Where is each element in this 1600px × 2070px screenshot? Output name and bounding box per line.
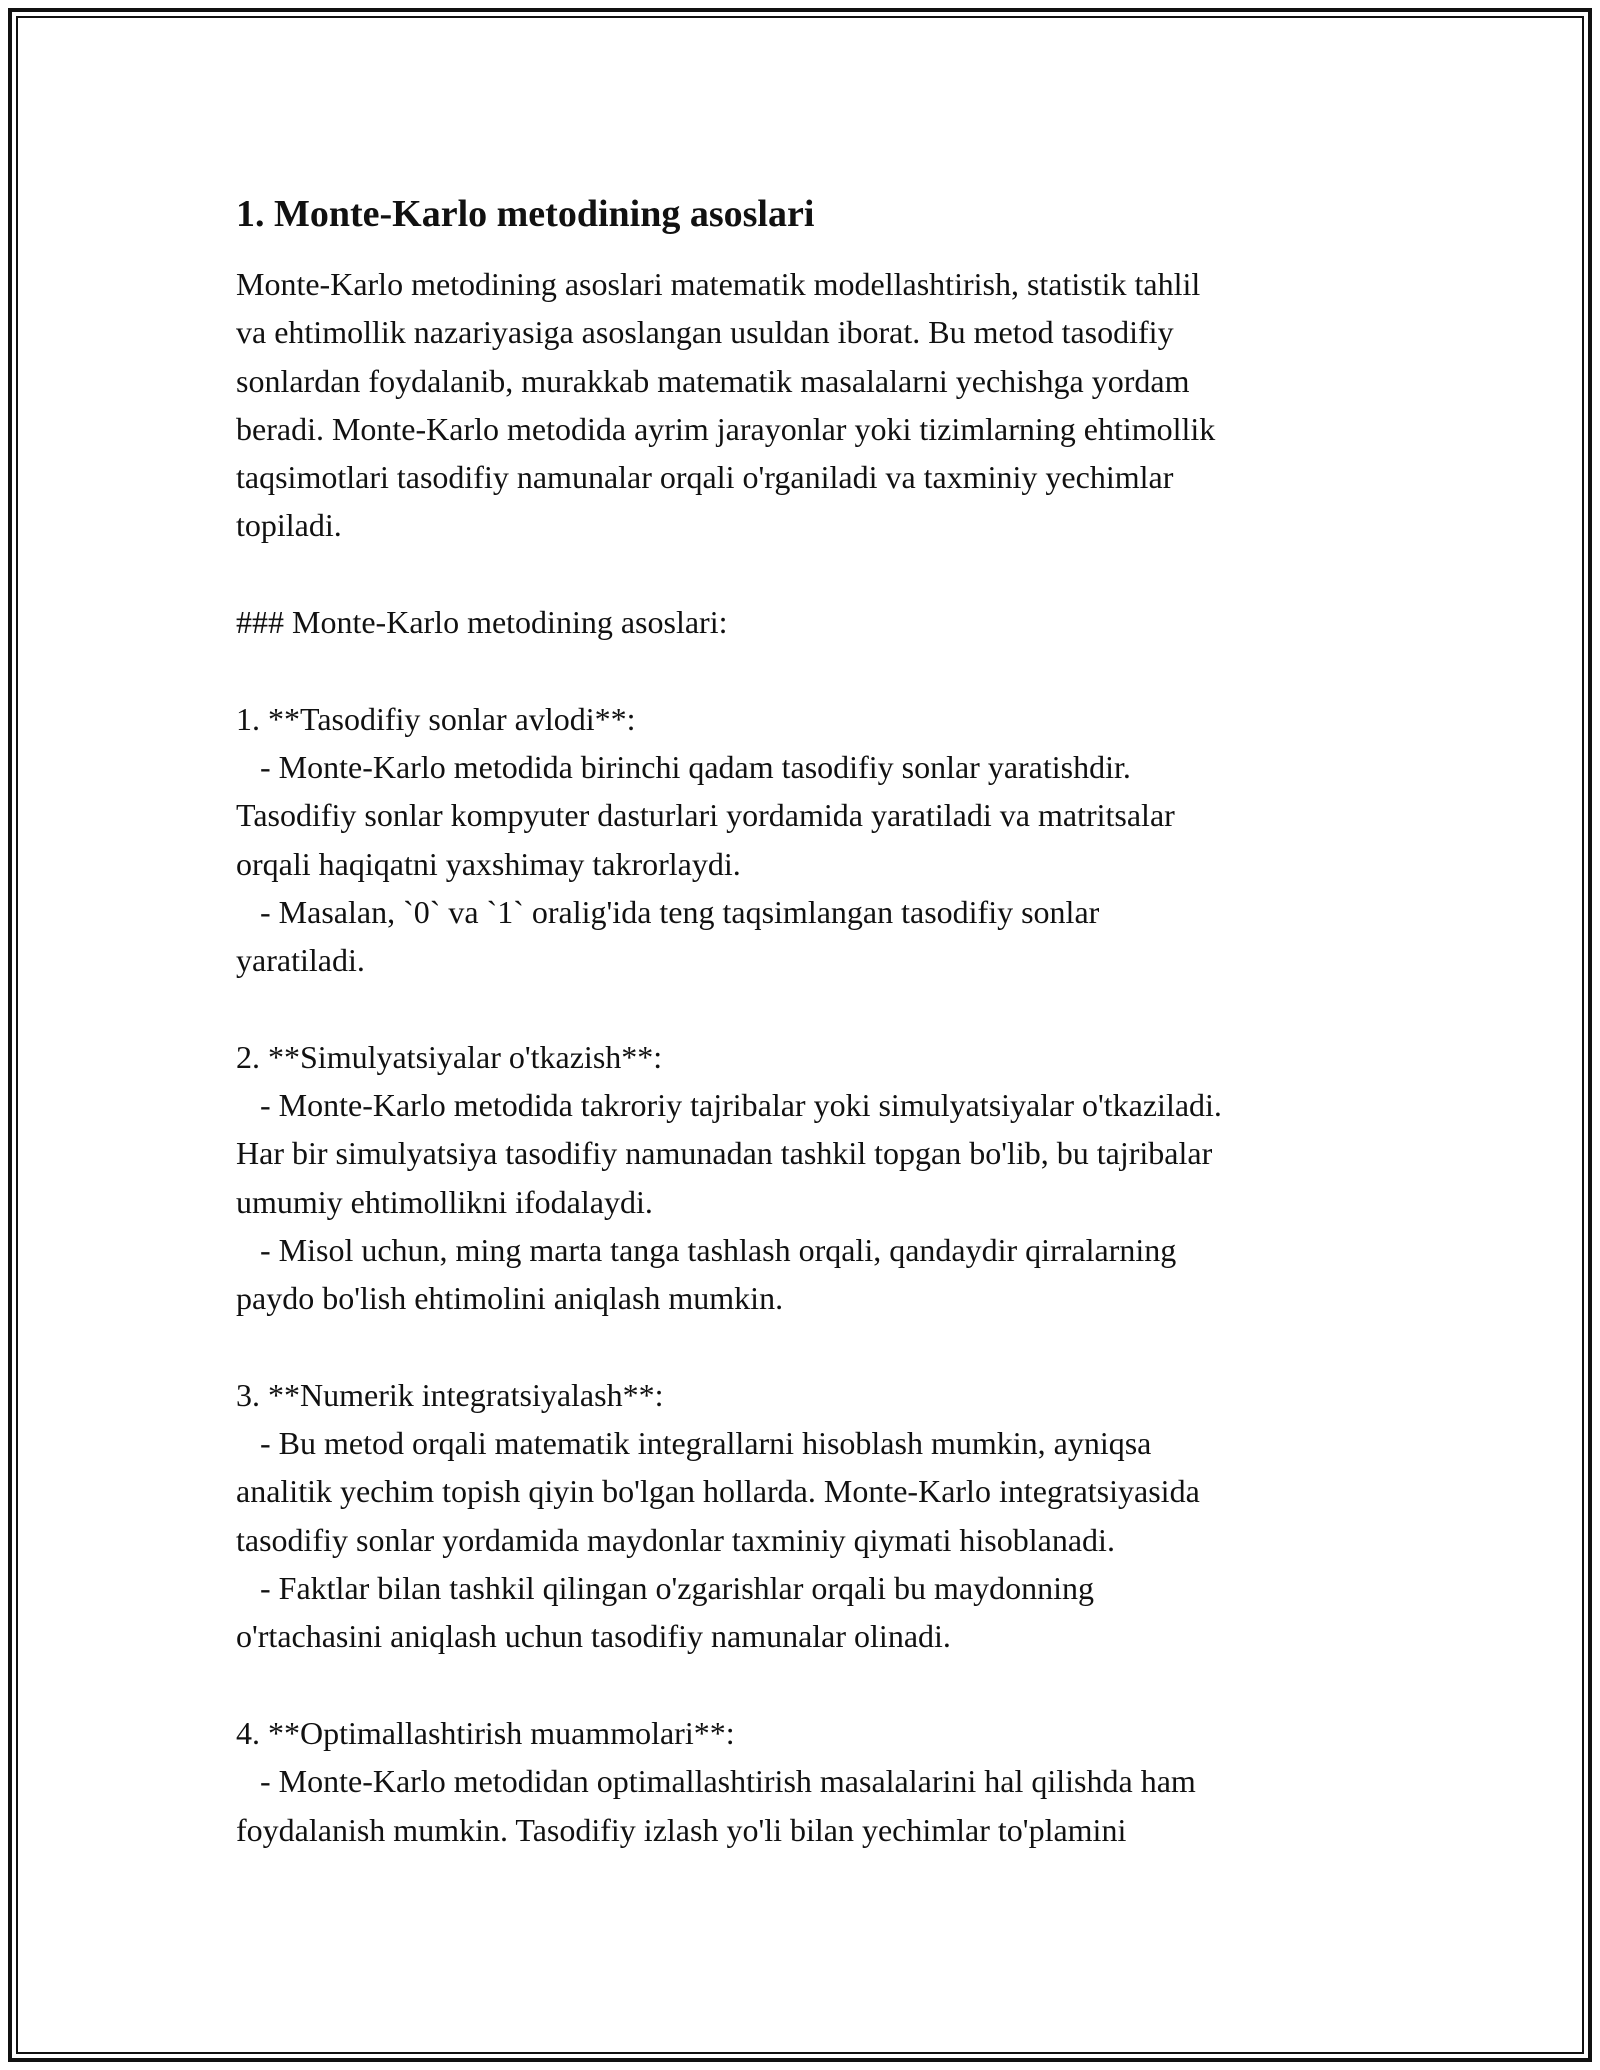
section-random-numbers (236, 695, 1386, 985)
text-line: Tasodifiy sonlar kompyuter dasturlari yordamida yaratiladi va matritsalar (236, 797, 1175, 834)
text-line: taqsimotlari tasodifiy namunalar orqali o'rganiladi va taxminiy yechimlar (236, 459, 1174, 496)
document-body (236, 180, 1386, 1854)
section-numerical-integration (236, 1371, 1386, 1661)
intro-paragraph (236, 260, 1386, 550)
text-line: - Monte-Karlo metodida takroriy tajribalar yoki simulyatsiyalar o'tkaziladi. (236, 1087, 1222, 1124)
text-line: yaratiladi. (236, 942, 365, 979)
subheading: ### Monte-Karlo metodining asoslari: (236, 604, 728, 641)
text-line: - Monte-Karlo metodidan optimallashtirish masalalarini hal qilishda ham (236, 1763, 1196, 1800)
text-line: - Bu metod orqali matematik integrallarni hisoblash mumkin, ayniqsa (236, 1425, 1152, 1462)
blank-line (236, 646, 1386, 694)
text-line: paydo bo'lish ehtimolini aniqlash mumkin. (236, 1280, 784, 1317)
text-line: tasodifiy sonlar yordamida maydonlar taxminiy qiymati hisoblanadi. (236, 1521, 1115, 1558)
text-line: - Faktlar bilan tashkil qilingan o'zgarishlar orqali bu maydonning (236, 1570, 1095, 1607)
section-title: 3. **Numerik integratsiyalash**: (236, 1376, 664, 1413)
text-line: Monte-Karlo metodining asoslari matematik modellashtirish, statistik tahlil (236, 266, 1201, 302)
text-line: topiladi. (236, 507, 342, 544)
document-heading: 1. Monte-Karlo metodining asoslari (236, 193, 815, 235)
section-optimization (236, 1709, 1386, 1854)
text-line: o'rtachasini aniqlash uchun tasodifiy namunalar olinadi. (236, 1618, 951, 1655)
text-line: - Misol uchun, ming marta tanga tashlash orqali, qandaydir qirralarning (236, 1231, 1177, 1268)
text-line: analitik yechim topish qiyin bo'lgan hollarda. Monte-Karlo integratsiyasida (236, 1473, 1200, 1510)
text-line: - Monte-Karlo metodida birinchi qadam tasodifiy sonlar yaratishdir. (236, 748, 1131, 785)
blank-line (236, 550, 1386, 598)
blank-line (236, 1323, 1386, 1371)
blank-line (236, 1661, 1386, 1709)
text-line: umumiy ehtimollikni ifodalaydi. (236, 1183, 653, 1220)
text-line: sonlardan foydalanib, murakkab matematik masalalarni yechishga yordam (236, 362, 1190, 399)
text-line: va ehtimollik nazariyasiga asoslangan usuldan iborat. Bu metod tasodifiy (236, 314, 1174, 351)
blank-line (236, 984, 1386, 1032)
section-simulations (236, 1033, 1386, 1323)
text-line: Har bir simulyatsiya tasodifiy namunadan tashkil topgan bo'lib, bu tajribalar (236, 1135, 1213, 1172)
text-line: foydalanish mumkin. Tasodifiy izlash yo'li bilan yechimlar to'plamini (236, 1811, 1127, 1848)
text-line: - Masalan, `0` va `1` oralig'ida teng taqsimlangan tasodifiy sonlar (236, 893, 1100, 930)
text-line: orqali haqiqatni yaxshimay takrorlaydi. (236, 845, 741, 882)
section-title: 4. **Optimallashtirish muammolari**: (236, 1714, 735, 1751)
section-title: 2. **Simulyatsiyalar o'tkazish**: (236, 1038, 663, 1075)
text-line: beradi. Monte-Karlo metodida ayrim jarayonlar yoki tizimlarning ehtimollik (236, 410, 1216, 447)
section-title: 1. **Tasodifiy sonlar avlodi**: (236, 700, 636, 737)
